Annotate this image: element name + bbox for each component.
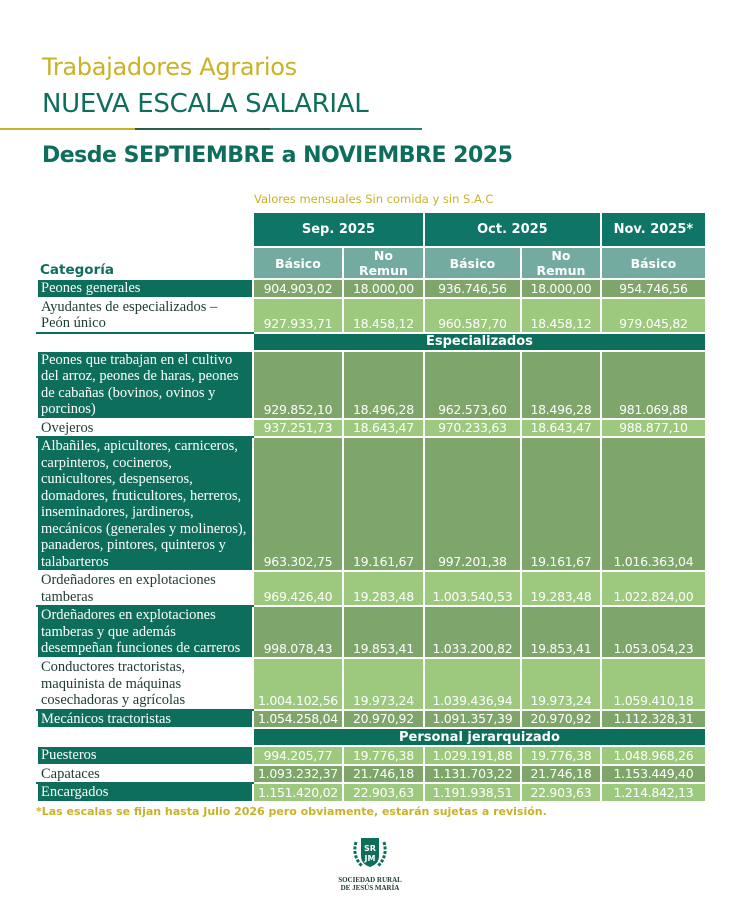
table-row <box>37 783 706 802</box>
salary-value: 988.877,10 <box>601 419 706 438</box>
salary-value: 970.233,63 <box>424 419 521 438</box>
logo-name-line1: SOCIEDAD RURAL <box>338 876 402 884</box>
table-row <box>37 351 706 419</box>
period-title: Desde SEPTIEMBRE a NOVIEMBRE 2025 <box>42 143 513 168</box>
category-label: Capataces <box>37 765 253 784</box>
month-header: Nov. 2025* <box>601 212 706 247</box>
svg-text:SR: SR <box>364 844 376 853</box>
month-header: Oct. 2025 <box>424 212 601 247</box>
salary-value: 1.003.540,53 <box>424 571 521 606</box>
salary-value: 19.853,41 <box>521 606 601 658</box>
salary-value: 19.973,24 <box>343 658 424 710</box>
salary-value: 21.746,18 <box>521 765 601 784</box>
category-label: Mecánicos tractoristas <box>37 710 253 729</box>
salary-value: 1.054.258,04 <box>253 710 343 729</box>
salary-value: 19.853,41 <box>343 606 424 658</box>
salary-value: 18.000,00 <box>521 279 601 298</box>
table-row <box>37 437 706 571</box>
category-label: Ordeñadores en explotaciones tamberas <box>37 571 253 606</box>
salary-value: 19.283,48 <box>343 571 424 606</box>
salary-value: 18.643,47 <box>343 419 424 438</box>
section-row <box>37 728 706 746</box>
section-header: Personal jerarquizado <box>253 728 706 746</box>
section-header: Especializados <box>253 333 706 351</box>
svg-text:JM: JM <box>364 854 376 863</box>
salary-value: 22.903,63 <box>343 783 424 802</box>
divider-dark <box>135 128 270 130</box>
salary-value: 18.458,12 <box>521 298 601 333</box>
table-row <box>37 571 706 606</box>
salary-value: 969.426,40 <box>253 571 343 606</box>
salary-table <box>36 211 707 803</box>
salary-value: 929.852,10 <box>253 351 343 419</box>
salary-value: 18.496,28 <box>343 351 424 419</box>
sociedad-rural-logo <box>333 832 407 892</box>
table-row <box>37 419 706 438</box>
empty-cell <box>37 333 253 351</box>
salary-value: 20.970,92 <box>521 710 601 729</box>
category-label: Peones que trabajan en el cultivo del arroz, peones de haras, peones de cabañas (bovinos, ovinos y porcinos) <box>37 351 253 419</box>
table-row <box>37 765 706 784</box>
table-row <box>37 710 706 729</box>
salary-value: 927.933,71 <box>253 298 343 333</box>
subheader: Básico <box>253 247 343 279</box>
category-label: Ovejeros <box>37 419 253 438</box>
salary-value: 979.045,82 <box>601 298 706 333</box>
salary-value: 1.191.938,51 <box>424 783 521 802</box>
salary-value: 994.205,77 <box>253 746 343 765</box>
salary-value: 1.053.054,23 <box>601 606 706 658</box>
divider-teal <box>270 128 422 130</box>
category-label: Ayudantes de especializados – Peón único <box>37 298 253 333</box>
salary-value: 904.903,02 <box>253 279 343 298</box>
salary-value: 1.039.436,94 <box>424 658 521 710</box>
salary-value: 19.161,67 <box>521 437 601 571</box>
subheader: Básico <box>601 247 706 279</box>
salary-value: 1.153.449,40 <box>601 765 706 784</box>
salary-value: 1.059.410,18 <box>601 658 706 710</box>
salary-value: 1.004.102,56 <box>253 658 343 710</box>
salary-value: 18.000,00 <box>343 279 424 298</box>
salary-value: 1.214.842,13 <box>601 783 706 802</box>
salary-value: 962.573,60 <box>424 351 521 419</box>
salary-value: 19.776,38 <box>521 746 601 765</box>
salary-value: 1.112.328,31 <box>601 710 706 729</box>
salary-value: 21.746,18 <box>343 765 424 784</box>
logo-emblem-icon <box>350 832 390 872</box>
empty-corner <box>37 212 253 247</box>
table-row <box>37 298 706 333</box>
salary-value: 997.201,38 <box>424 437 521 571</box>
title-line1: Trabajadores Agrarios <box>42 53 297 81</box>
category-header: Categoría <box>37 247 253 279</box>
salary-value: 1.091.357,39 <box>424 710 521 729</box>
salary-value: 1.022.824,00 <box>601 571 706 606</box>
salary-value: 998.078,43 <box>253 606 343 658</box>
salary-value: 22.903,63 <box>521 783 601 802</box>
salary-value: 963.302,75 <box>253 437 343 571</box>
logo-name-line2: DE JESÚS MARÍA <box>340 884 400 892</box>
section-row <box>37 333 706 351</box>
salary-value: 18.496,28 <box>521 351 601 419</box>
table-row <box>37 606 706 658</box>
category-label: Ordeñadores en explotaciones tamberas y que además desempeñan funciones de carreros <box>37 606 253 658</box>
salary-value: 1.093.232,37 <box>253 765 343 784</box>
divider-gold <box>0 128 135 130</box>
salary-value: 18.458,12 <box>343 298 424 333</box>
subheader: No Remun <box>343 247 424 279</box>
salary-value: 1.151.420,02 <box>253 783 343 802</box>
salary-value: 1.029.191,88 <box>424 746 521 765</box>
category-label: Albañiles, apicultores, carniceros, carpinteros, cocineros, cunicultores, despenseros, domadores, fruticultores, herreros, inseminadores, jardineros, mecánicos (generales y molineros), panaderos, pintores, quinteros y talabarteros <box>37 437 253 571</box>
table-row <box>37 746 706 765</box>
salary-value: 19.973,24 <box>521 658 601 710</box>
salary-value: 20.970,92 <box>343 710 424 729</box>
category-label: Conductores tractoristas, maquinista de máquinas cosechadoras y agrícolas <box>37 658 253 710</box>
footnote: *Las escalas se fijan hasta Julio 2026 pero obviamente, estarán sujetas a revisión. <box>36 805 547 818</box>
category-label: Puesteros <box>37 746 253 765</box>
category-label: Encargados <box>37 783 253 802</box>
salary-value: 19.283,48 <box>521 571 601 606</box>
category-label: Peones generales <box>37 279 253 298</box>
empty-cell <box>37 728 253 746</box>
title-line2: NUEVA ESCALA SALARIAL <box>42 89 369 119</box>
salary-value: 1.048.968,26 <box>601 746 706 765</box>
table-row <box>37 658 706 710</box>
salary-value: 18.643,47 <box>521 419 601 438</box>
salary-value: 1.016.363,04 <box>601 437 706 571</box>
table-subtitle: Valores mensuales Sin comida y sin S.A.C <box>254 192 494 206</box>
month-header: Sep. 2025 <box>253 212 424 247</box>
salary-value: 937.251,73 <box>253 419 343 438</box>
subheader: Básico <box>424 247 521 279</box>
salary-value: 19.161,67 <box>343 437 424 571</box>
salary-value: 1.033.200,82 <box>424 606 521 658</box>
salary-value: 1.131.703,22 <box>424 765 521 784</box>
salary-value: 936.746,56 <box>424 279 521 298</box>
table-row <box>37 279 706 298</box>
salary-value: 960.587,70 <box>424 298 521 333</box>
salary-value: 19.776,38 <box>343 746 424 765</box>
salary-value: 981.069,88 <box>601 351 706 419</box>
salary-value: 954.746,56 <box>601 279 706 298</box>
subheader: No Remun <box>521 247 601 279</box>
